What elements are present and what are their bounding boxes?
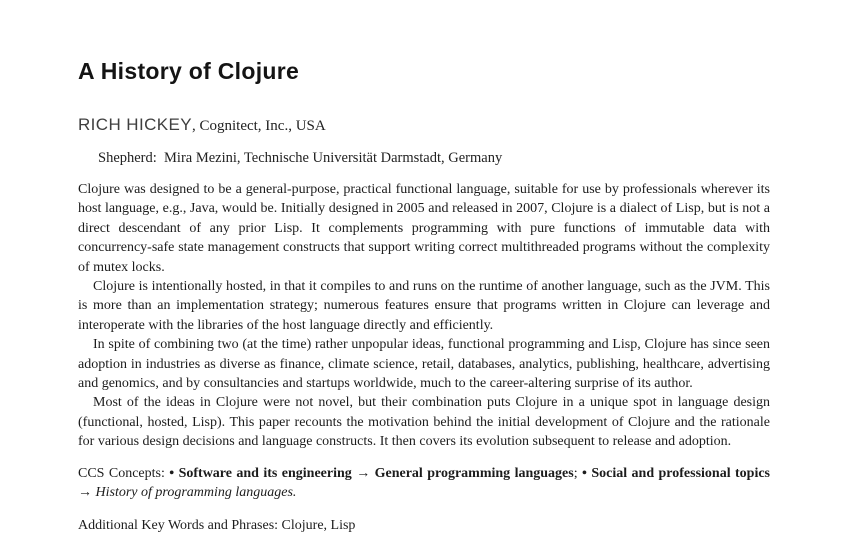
author-affiliation: , Cognitect, Inc., USA	[191, 118, 326, 134]
abstract-paragraph-4: Most of the ideas in Clojure were not novel, but their combination puts Clojure in a unique spot in language design (functional, hosted, Lisp). This paper recounts the motivation behind the initial development of Clojure and the rationale for various design decisions and language constructs. It then covers its evolution subsequent to release and adoption.	[78, 395, 770, 450]
ccs-label: CCS Concepts:	[78, 465, 170, 481]
keywords-line: Additional Key Words and Phrases: Clojure, Lisp	[78, 517, 356, 533]
author-name: RICH HICKEY	[78, 115, 192, 134]
shepherd-note: Shepherd: Mira Mezini, Technische Universität Darmstadt, Germany	[98, 150, 503, 166]
ccs-separator: ;	[573, 465, 583, 481]
ccs-concept2-group: • Social and professional topics	[582, 465, 771, 481]
abstract-paragraph-2: Clojure is intentionally hosted, in that it compiles to and runs on the runtime of another language, such as the JVM. This is more than an implementation strategy; numerous features ensure that programs written in Clojure can leverage and interoperate with the libraries of the host language directly and efficiently.	[78, 279, 770, 333]
ccs-arrow-1: →	[351, 465, 375, 481]
ccs-concepts	[78, 464, 770, 503]
author-line	[78, 114, 770, 137]
ccs-concept2: History of programming languages.	[95, 485, 297, 501]
paper-title: A History of Clojure	[78, 58, 300, 84]
abstract-paragraph-3: In spite of combining two (at the time) rather unpopular ideas, functional programming and Lisp, Clojure has since seen adoption in industries as diverse as finance, climate science, retail, databases, analytics, publishing, healthcare, advertising and genomics, and by consultancies and startups worldwide, much to the career-altering surprise of its author.	[78, 337, 770, 392]
ccs-concept1: General programming languages	[374, 465, 574, 481]
ccs-concept1-group: • Software and its engineering	[169, 465, 352, 481]
ccs-arrow-2: →	[78, 485, 96, 501]
abstract-paragraph-1: Clojure was designed to be a general-purpose, practical functional language, suitable for use by professionals wherever its host language, e.g., Java, would be. Initially designed in 2005 and released in 2007, Clojure is a dialect of Lisp, but is not a direct descendant of any prior Lisp. It complements programming with pure functions of immutable data with concurrency-safe state management constructs that support writing correct multithreaded programs without the complexity of mutex locks.	[78, 182, 770, 275]
abstract	[78, 180, 770, 452]
